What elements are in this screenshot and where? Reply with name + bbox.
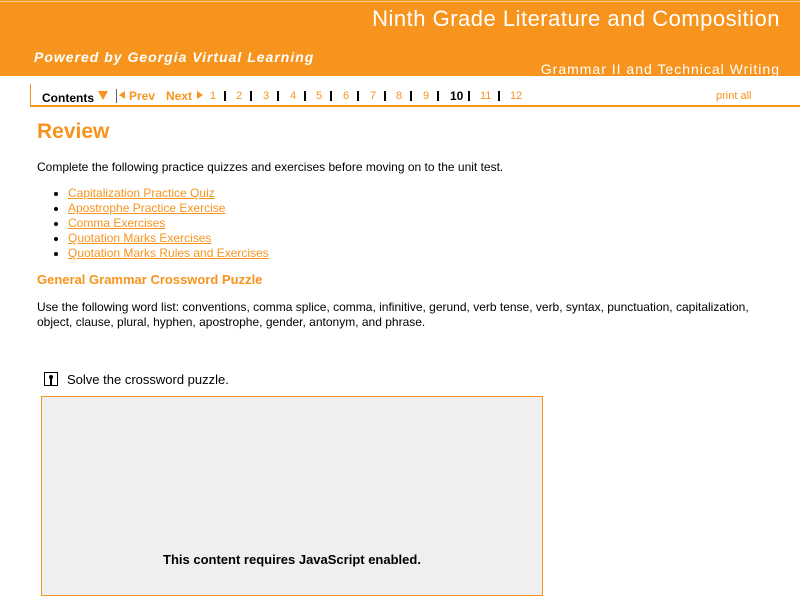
page-link-12[interactable]: 12 xyxy=(510,90,523,102)
page-separator xyxy=(224,91,226,101)
page-separator xyxy=(498,91,500,101)
course-subtitle: Grammar II and Technical Writing xyxy=(540,61,780,77)
word-list-text: Use the following word list: conventions, comma splice, comma, infinitive, gerund, verb tense, verb, syntax, punctuation, capitalization, object, clause, plural, hyphen, apostrophe, gender, antonym, and phrase. xyxy=(37,300,749,329)
course-header xyxy=(0,0,800,76)
page-link-11[interactable]: 11 xyxy=(480,90,492,102)
prev-label: Prev xyxy=(129,89,156,103)
print-all-link[interactable]: print all xyxy=(716,90,752,102)
next-button[interactable] xyxy=(166,89,203,103)
page-link-8[interactable]: 8 xyxy=(396,90,403,102)
page-separator xyxy=(384,91,386,101)
arrow-right-icon xyxy=(197,91,203,99)
page-link-2[interactable]: 2 xyxy=(236,90,243,102)
list-item xyxy=(68,201,269,216)
contents-dropdown[interactable] xyxy=(30,84,111,105)
javascript-required-message: This content requires JavaScript enabled. xyxy=(163,552,421,567)
page-separator xyxy=(468,91,470,101)
page-separator xyxy=(437,91,439,101)
capitalization-quiz-link[interactable]: Capitalization Practice Quiz xyxy=(68,186,215,200)
contents-label: Contents xyxy=(42,91,94,105)
crossword-heading: General Grammar Crossword Puzzle xyxy=(37,272,263,287)
list-item xyxy=(68,231,269,246)
practice-links-list xyxy=(37,186,269,261)
quotation-marks-rules-link[interactable]: Quotation Marks Rules and Exercises xyxy=(68,246,269,260)
apostrophe-exercise-link[interactable]: Apostrophe Practice Exercise xyxy=(68,201,226,215)
page-separator xyxy=(250,91,252,101)
page-link-6[interactable]: 6 xyxy=(343,90,350,102)
nav-divider xyxy=(116,89,117,103)
list-item xyxy=(68,186,269,201)
list-item xyxy=(68,216,269,231)
next-label: Next xyxy=(166,89,193,103)
crossword-puzzle-frame xyxy=(41,396,543,596)
brand-tagline: Powered by Georgia Virtual Learning xyxy=(34,49,315,65)
list-item xyxy=(68,246,269,261)
page-link-5[interactable]: 5 xyxy=(316,90,323,102)
page-separator xyxy=(357,91,359,101)
page-separator xyxy=(410,91,412,101)
arrow-left-icon xyxy=(119,91,125,99)
page-link-3[interactable]: 3 xyxy=(263,90,270,102)
page-title: Review xyxy=(37,120,110,143)
intro-text: Complete the following practice quizzes and exercises before moving on to the unit test. xyxy=(37,160,504,174)
page-link-7[interactable]: 7 xyxy=(370,90,377,102)
page-separator xyxy=(277,91,279,101)
quotation-marks-exercises-link[interactable]: Quotation Marks Exercises xyxy=(68,231,212,245)
header-divider xyxy=(0,1,800,2)
page-link-4[interactable]: 4 xyxy=(290,90,297,102)
page-separator xyxy=(330,91,332,101)
page-link-1[interactable]: 1 xyxy=(210,90,217,102)
activity-label: Solve the crossword puzzle. xyxy=(67,372,229,387)
page-link-9[interactable]: 9 xyxy=(423,90,430,102)
chevron-down-icon xyxy=(98,91,108,100)
key-icon xyxy=(44,372,58,386)
lesson-navbar xyxy=(30,84,800,107)
course-title: Ninth Grade Literature and Composition xyxy=(372,6,780,31)
page-separator xyxy=(304,91,306,101)
comma-exercises-link[interactable]: Comma Exercises xyxy=(68,216,166,230)
prev-button[interactable] xyxy=(119,89,155,103)
page-link-10[interactable]: 10 xyxy=(450,89,464,103)
